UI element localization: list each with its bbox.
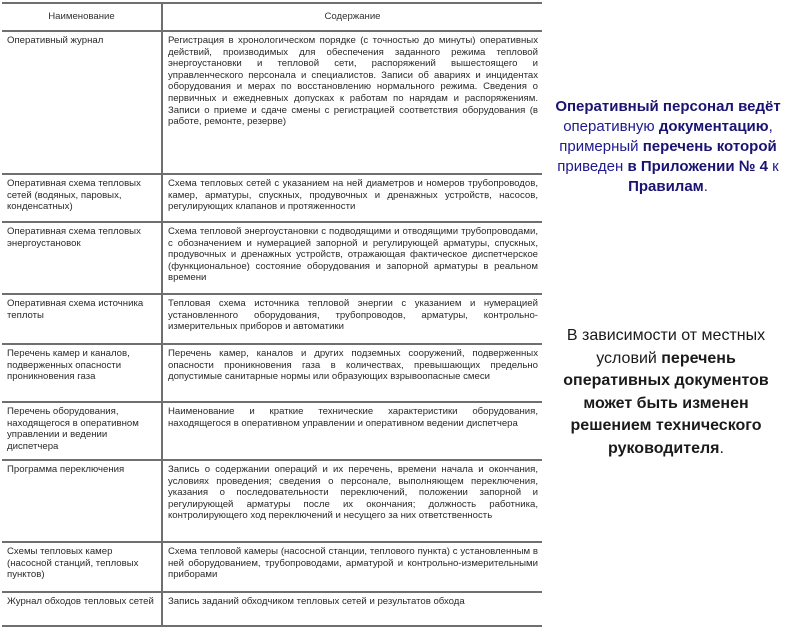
row-name: Оперативная схема тепловых энергоустановок [2,222,162,294]
table-row [2,344,542,402]
row-content: Регистрация в хронологическом порядке (с точностью до минуты) оперативных действий, производимых для обеспечения заданного режима тепловой энергоустановки и тепловой сети, распоряжений вышестоящего и управленческого персонала и специалистов. Записи об авариях и инцидентах оборудования и мерах по восстановлению нормального режима. Сведения о первичных и ежедневных допусках к работам по нарядам и распоряжениям. Записи о приеме и сдаче смены с регистрацией соответствия оборудования (в работе, ремонте, резерве) [162,31,542,174]
note-text-2: , примерный [559,118,773,155]
table-row [2,31,542,174]
local-conditions-note [556,325,776,461]
note-text-1: оперативную [563,118,659,135]
row-name: Оперативная схема источника теплоты [2,294,162,344]
note-text-b: . [719,439,724,457]
note-text-3: приведен [557,158,628,175]
table-row [2,222,542,294]
note-bold-a: перечень оперативных документов может быть изменен решением технического руководителя [563,349,769,457]
row-name: Оперативный журнал [2,31,162,174]
documentation-table [2,2,542,627]
row-name: Перечень оборудования, находящегося в оперативном управлении и ведении диспетчера [2,402,162,460]
header-name: Наименование [2,3,162,31]
operational-staff-note [550,97,786,197]
note-bold-1: Оперативный персонал ведёт [555,98,781,115]
row-content: Схема тепловых сетей с указанием на ней диаметров и номеров трубопроводов, камер, арматуры, спускных, продувочных и дренажных устройств, насосов, регулирующих клапанов и протяженности [162,174,542,222]
row-content: Перечень камер, каналов и других подземных сооружений, подверженных опасности проникновения газа в количествах, превышающих предельно допустимые санитарные нормы или образующих взрывоопасные смеси [162,344,542,402]
row-name: Перечень камер и каналов, подверженных опасности проникновения газа [2,344,162,402]
table-row [2,294,542,344]
row-name: Журнал обходов тепловых сетей [2,592,162,626]
row-name: Оперативная схема тепловых сетей (водяных, паровых, конденсатных) [2,174,162,222]
header-content: Содержание [162,3,542,31]
table-row [2,592,542,626]
row-content: Наименование и краткие технические характеристики оборудования, находящегося в оперативном управлении и оперативном ведении диспетчера [162,402,542,460]
note-bold-3: перечень которой [642,138,777,155]
note-text-4: к [768,158,779,175]
row-name: Программа переключения [2,460,162,542]
table-row [2,460,542,542]
row-content: Запись о содержании операций и их перечень, времени начала и окончания, условиях проведения; сведения о персонале, выполняющем переключения, указания о последовательности переключений, положении запорной и регулирующей арматуры после их окончания; должность работника, контролирующего ход переключений и несущего за них ответственность [162,460,542,542]
note-text-a: В зависимости от местных условий [566,327,766,367]
note-bold-2: документацию [658,118,769,135]
row-content: Схема тепловой энергоустановки с подводящими и отводящими трубопроводами, с обозначением и нумерацией запорной и регулирующей арматуры, спускных, продувочных и дренажных устройств, отражающая фактическое диспетчерское (функциональное) состояние оборудования и запорной арматуры в реальном времени [162,222,542,294]
table-header-row [2,3,542,31]
row-content: Запись заданий обходчиком тепловых сетей и результатов обхода [168,596,465,607]
table-row [2,174,542,222]
row-content: Схема тепловой камеры (насосной станции, теплового пункта) с установленным в ней оборудованием, трубопроводами, арматурой и контрольно-измерительными приборами [162,542,542,592]
table-row [2,542,542,592]
row-content: Тепловая схема источника тепловой энергии с указанием и нумерацией установленного оборудования, трубопроводов, арматуры, контрольно-измерительных приборов и автоматики [162,294,542,344]
note-bold-5: Правилам [628,178,704,195]
note-text-5: . [703,178,708,195]
note-bold-4: в Приложении № 4 [627,158,768,175]
row-name: Схемы тепловых камер (насосной станций, тепловых пунктов) [2,542,162,592]
table-row [2,402,542,460]
